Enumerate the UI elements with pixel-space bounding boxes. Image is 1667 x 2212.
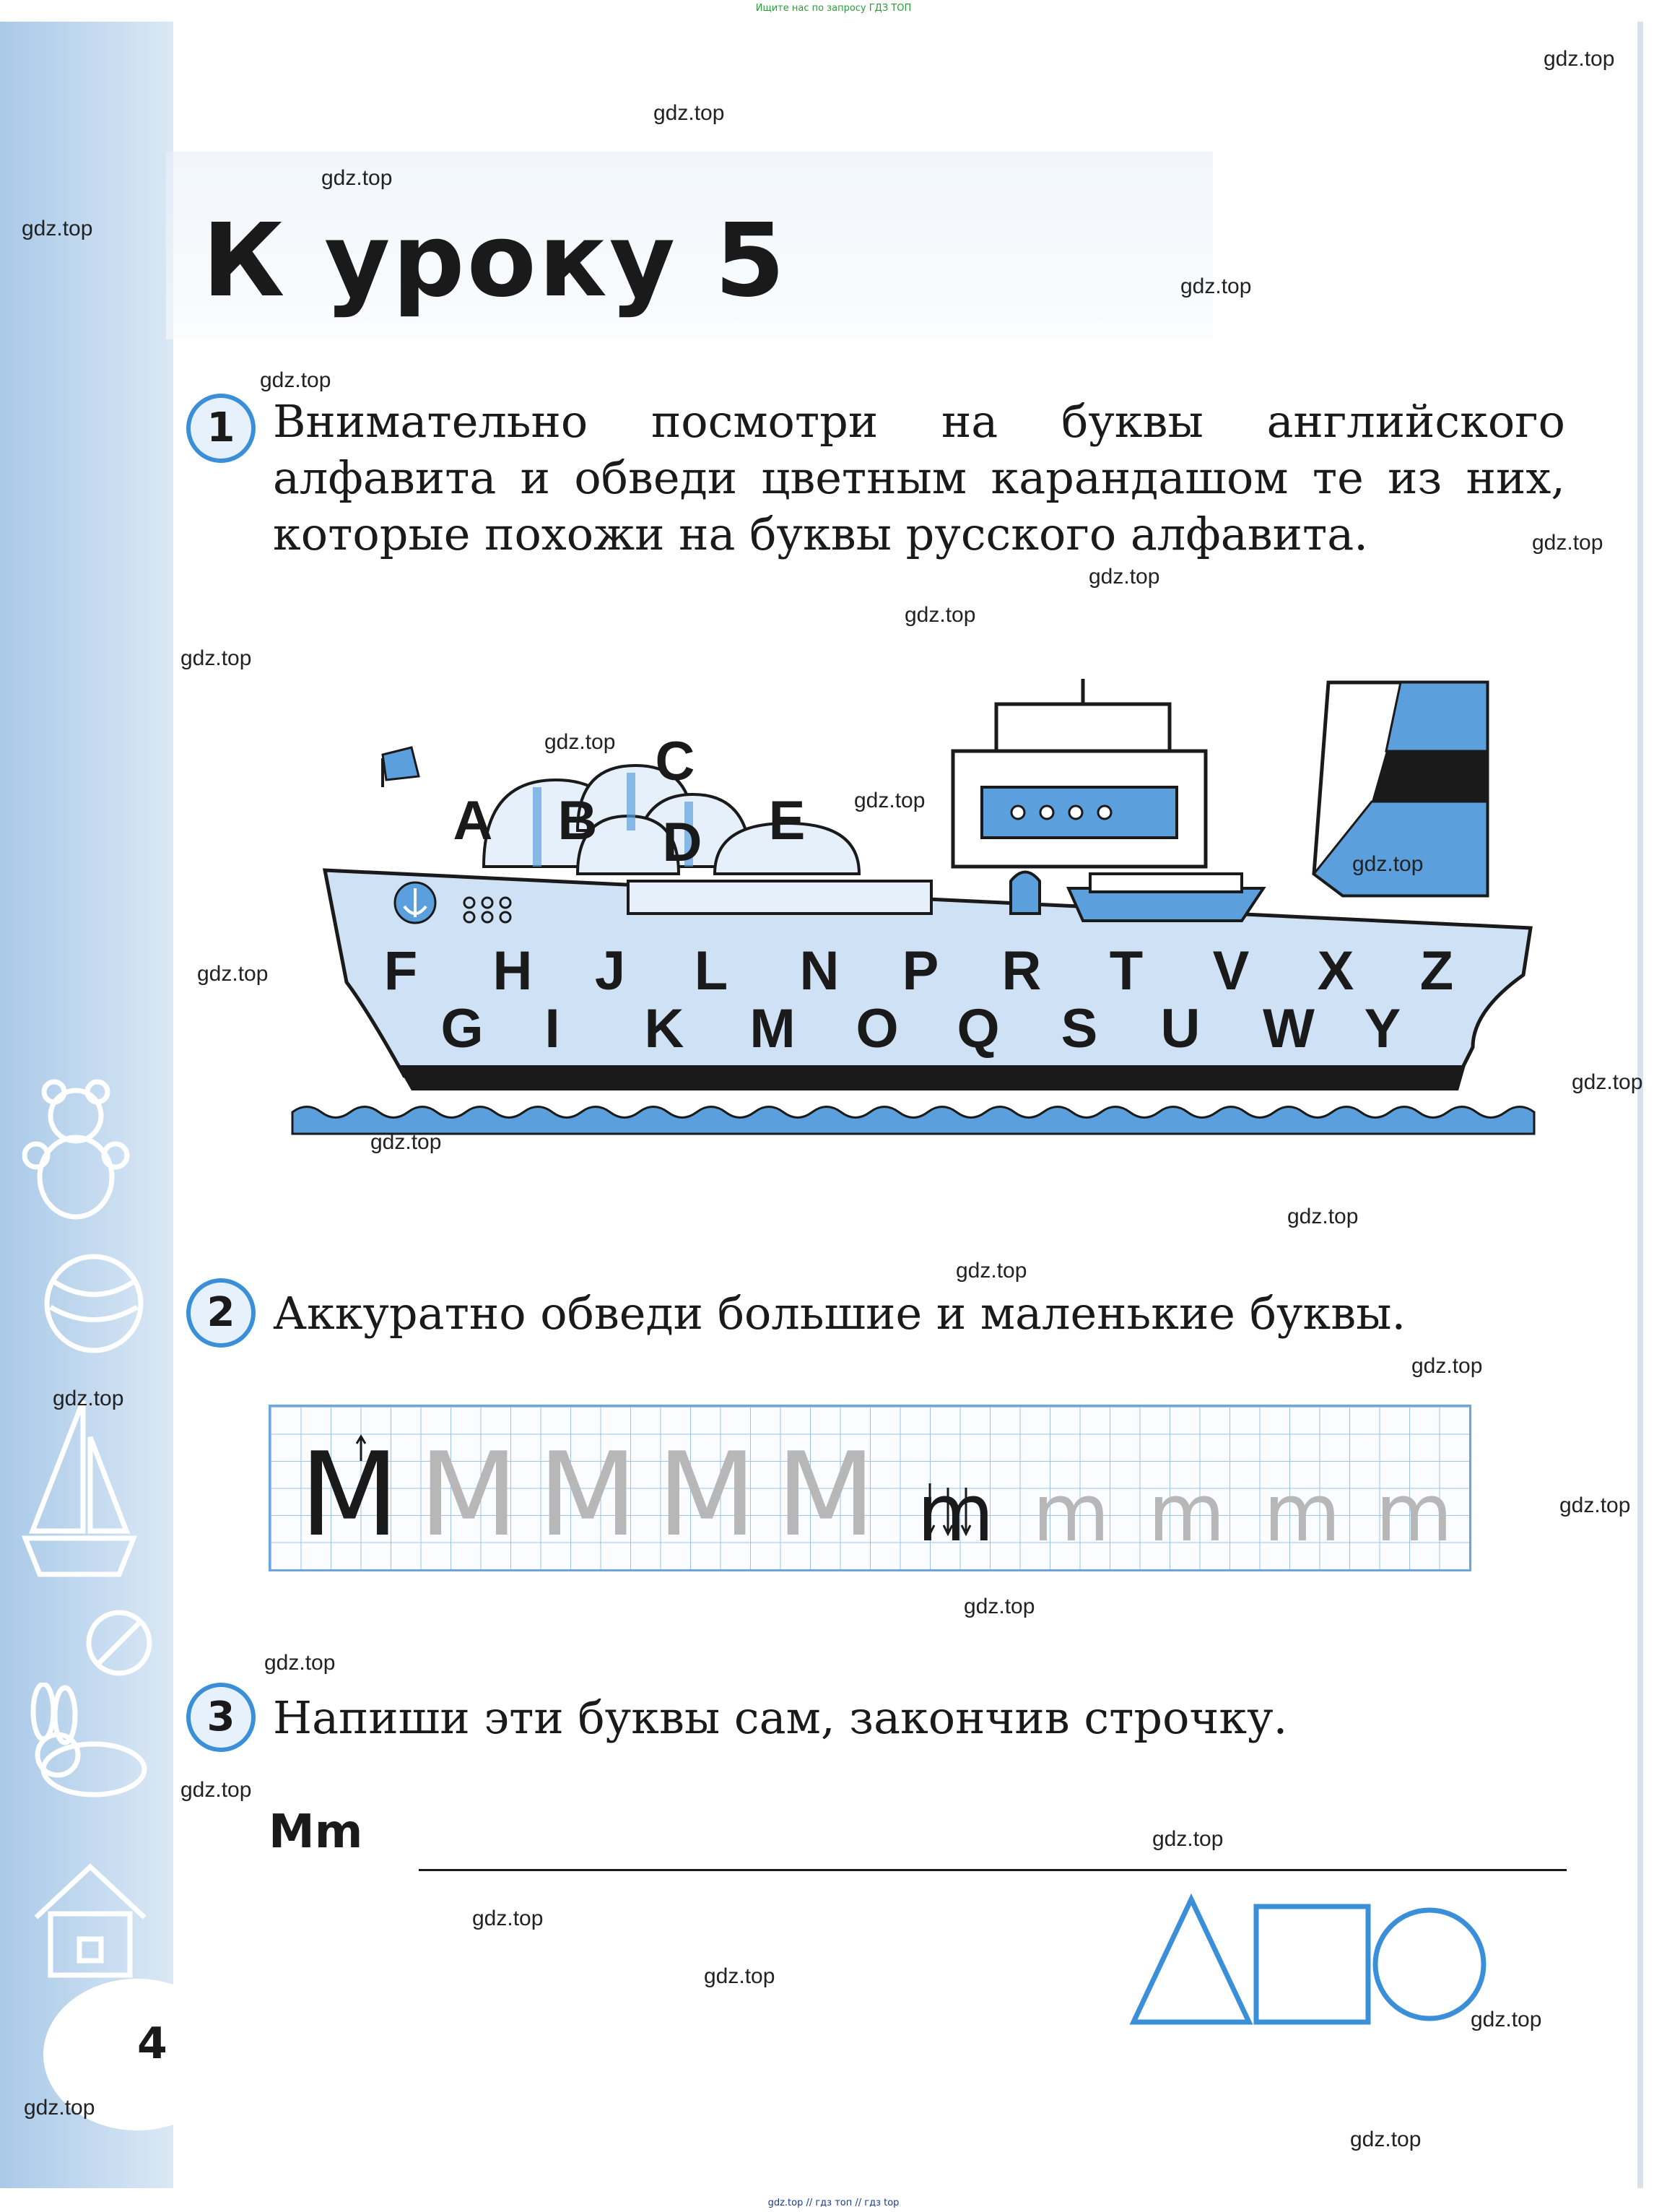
triangle-icon (1133, 1899, 1249, 2022)
writing-line[interactable] (419, 1869, 1567, 1871)
ship-letter: J (594, 940, 626, 1002)
ship-letter: Z (1419, 940, 1454, 1002)
watermark: gdz.top (653, 101, 725, 125)
watermark: gdz.top (264, 1651, 336, 1675)
watermark: gdz.top (854, 789, 926, 812)
watermark: gdz.top (964, 1595, 1035, 1618)
watermark: gdz.top (544, 730, 616, 754)
rattle-icon (79, 1603, 159, 1683)
ship-letter: O (856, 998, 899, 1059)
watermark: gdz.top (956, 1259, 1027, 1283)
task-number-1: 1 (186, 394, 256, 463)
watermark: gdz.top (704, 1964, 775, 1988)
ship-letter: Q (957, 998, 1000, 1059)
square-icon (1256, 1907, 1368, 2022)
ship-letter: U (1160, 998, 1201, 1059)
stroke-arrows-icon (354, 1434, 383, 1462)
watermark: gdz.top (24, 2096, 95, 2120)
tracing-capital: M (538, 1427, 638, 1562)
ship-letter: B (557, 790, 598, 851)
task-number-3: 3 (186, 1683, 256, 1752)
task-number-2: 2 (186, 1278, 256, 1348)
ball-icon (40, 1249, 148, 1358)
watermark: gdz.top (1559, 1493, 1631, 1517)
watermark: gdz.top (1572, 1070, 1643, 1094)
task-1-text: Внимательно посмотри на буквы английского алфавита и обведи цветным карандашом те из них, которые похожи на буквы русского алфавита. (273, 395, 1565, 560)
tracing-capital: M (776, 1427, 876, 1562)
ship-letter: A (453, 790, 493, 851)
page-edge (1637, 22, 1643, 2188)
ship-letter: W (1263, 998, 1315, 1059)
anchor-icon (395, 882, 435, 923)
watermark: gdz.top (180, 1778, 252, 1802)
watermark: gdz.top (1152, 1827, 1224, 1851)
circle-icon (1375, 1910, 1484, 2018)
ship-illustration (289, 672, 1545, 1148)
ship-letter: G (440, 998, 484, 1059)
watermark: gdz.top (180, 646, 252, 670)
watermark: gdz.top (472, 1907, 544, 1930)
ship-letter: E (768, 790, 806, 851)
ship-letter: D (662, 812, 702, 873)
bottom-note: gdz.top // гдз топ // гдз top (767, 2198, 900, 2208)
ship-letter: K (644, 998, 684, 1059)
ship-letter: Y (1364, 998, 1401, 1059)
page-number: 4 (137, 2018, 167, 2069)
ship-letter: R (1001, 940, 1042, 1002)
task-2-text: Аккуратно обведи большие и маленькие буквы. (273, 1287, 1406, 1340)
watermark: gdz.top (1350, 2128, 1422, 2151)
write-prompt: Mm (269, 1805, 363, 1859)
tracing-small: m (917, 1467, 995, 1559)
watermark: gdz.top (1544, 47, 1615, 71)
watermark: gdz.top (260, 368, 331, 392)
watermark: gdz.top (905, 603, 976, 627)
watermark: gdz.top (1411, 1354, 1483, 1378)
house-icon (29, 1860, 152, 1982)
watermark: gdz.top (1471, 2008, 1542, 2031)
stroke-arrows-icon (923, 1480, 973, 1538)
rabbit-icon (14, 1683, 159, 1805)
tracing-capital: M (419, 1427, 519, 1562)
ship-letter: X (1317, 940, 1354, 1002)
watermark: gdz.top (53, 1387, 124, 1410)
page-title: К уроку 5 (202, 202, 788, 320)
watermark: gdz.top (1089, 565, 1160, 589)
watermark: gdz.top (1352, 852, 1424, 876)
ship-letter: S (1061, 998, 1098, 1059)
watermark: gdz.top (1532, 531, 1603, 555)
ship-letter: P (902, 940, 939, 1002)
tracing-capital: M (300, 1427, 400, 1562)
watermark: gdz.top (1180, 274, 1252, 298)
tracing-capital: M (657, 1427, 757, 1562)
watermark: gdz.top (321, 166, 393, 190)
ship-letter: L (694, 940, 728, 1002)
ship-letter: M (749, 998, 796, 1059)
watermark: gdz.top (1287, 1205, 1359, 1228)
tracing-small: m (1375, 1467, 1453, 1559)
ship-letter: F (383, 940, 418, 1002)
ship-letter: T (1109, 940, 1144, 1002)
tracing-small: m (1148, 1467, 1226, 1559)
watermark: gdz.top (197, 962, 269, 986)
tracing-small: m (1032, 1467, 1110, 1559)
watermark: gdz.top (370, 1130, 442, 1154)
sailboat-icon (18, 1394, 141, 1582)
watermark: gdz.top (22, 217, 93, 240)
ship-hull-stripe (397, 1065, 1466, 1090)
ship-letter: C (655, 731, 695, 792)
task-3-text: Напиши эти буквы сам, закончив строчку. (273, 1691, 1288, 1744)
self-assessment-shapes (1126, 1892, 1487, 2029)
bear-icon (14, 1076, 137, 1228)
sea-waves (292, 1107, 1534, 1135)
top-note: Ищите нас по запросу ГДЗ ТОП (755, 3, 912, 14)
ship-letter: V (1212, 940, 1250, 1002)
ship-letter: I (544, 998, 560, 1059)
ship-letter: H (492, 940, 533, 1002)
ship-letter: N (799, 940, 840, 1002)
tracing-small: m (1263, 1467, 1341, 1559)
flag (383, 747, 419, 780)
